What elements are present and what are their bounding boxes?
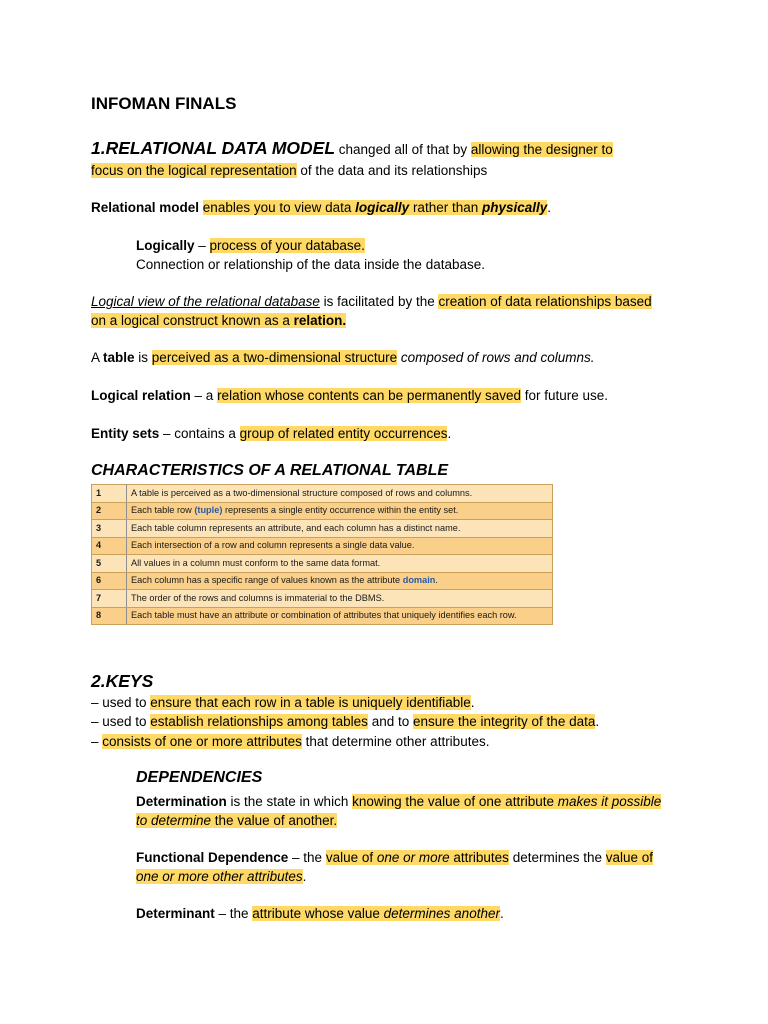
entity-sets-paragraph [91, 424, 451, 443]
highlight: relation whose contents can be permanently saved [217, 388, 521, 403]
keyword: domain [402, 575, 436, 586]
text: to determine [136, 813, 212, 828]
text: on a logical construct known as a [91, 313, 294, 328]
text: . [499, 906, 504, 921]
row-number: 4 [92, 537, 127, 555]
term: Determinant [136, 906, 215, 921]
relational-data-model-heading: 1.RELATIONAL DATA MODEL [91, 138, 336, 158]
text: attribute whose value [252, 906, 384, 921]
logical-view-paragraph [91, 292, 652, 311]
row-text [127, 502, 553, 520]
relational-data-model-paragraph [91, 139, 691, 159]
text: – [194, 238, 210, 253]
text: one or more other attributes [136, 869, 303, 884]
highlight [326, 850, 509, 865]
table-row [92, 555, 553, 573]
highlight: ensure that each row in a table is uniquely identifiable [150, 695, 471, 710]
keys-line2 [91, 712, 599, 731]
text: value of [325, 850, 377, 865]
row-text: All values in a column must conform to the same data format. [127, 555, 553, 573]
logically-line2: Connection or relationship of the data inside the database. [136, 257, 485, 272]
text: Each table row [131, 505, 195, 516]
term: Logical view of the relational database [91, 294, 320, 309]
text: rather than [409, 200, 482, 215]
text: – contains a [159, 426, 240, 441]
text: – [91, 734, 103, 749]
text: . [595, 714, 600, 729]
functional-dependence-line1 [136, 848, 653, 867]
term: Determination [136, 794, 227, 809]
text: determines the [508, 850, 606, 865]
term: Functional Dependence [136, 850, 289, 865]
highlight [352, 794, 661, 809]
row-text: The order of the rows and columns is immaterial to the DBMS. [127, 590, 553, 608]
relational-data-model-line2 [91, 161, 487, 180]
keys-line3 [91, 732, 489, 751]
highlight [136, 813, 337, 828]
table-row [92, 502, 553, 520]
keyword: (tuple) [194, 505, 223, 516]
text: . [435, 575, 438, 586]
row-number: 7 [92, 590, 127, 608]
row-number: 2 [92, 502, 127, 520]
highlight: consists of one or more attributes [102, 734, 302, 749]
text: of the data and its relationships [296, 163, 488, 178]
text: – the [214, 906, 253, 921]
highlight [91, 313, 346, 328]
table-row [92, 590, 553, 608]
table-row [92, 520, 553, 538]
term: Entity sets [91, 426, 160, 441]
text: knowing the value of one attribute [352, 794, 558, 809]
text: – used to [91, 714, 151, 729]
keys-heading: 2.KEYS [91, 671, 154, 691]
text: – used to [91, 695, 151, 710]
row-number: 1 [92, 485, 127, 503]
dependencies-heading: DEPENDENCIES [136, 769, 263, 786]
row-text [127, 572, 553, 590]
determination-line2 [136, 811, 337, 830]
logical-view-line2 [91, 311, 346, 330]
table-definition-paragraph [91, 348, 595, 367]
text: determines another [383, 906, 500, 921]
highlight: focus on the logical representation [91, 163, 297, 178]
highlight: perceived as a two-dimensional structure [151, 350, 398, 365]
text: – a [190, 388, 218, 403]
determinant-paragraph [136, 904, 504, 923]
term: Logical relation [91, 388, 191, 403]
highlight: establish relationships among tables [150, 714, 368, 729]
text: represents a single entity occurrence within the entity set. [222, 505, 459, 516]
highlight: allowing the designer to [470, 142, 613, 157]
text: Each column has a specific range of values known as the attribute [131, 575, 403, 586]
highlight [136, 869, 303, 884]
text: makes it possible [557, 794, 662, 809]
logically-paragraph [136, 236, 365, 255]
text: is the state in which [226, 794, 353, 809]
keys-line1 [91, 693, 475, 712]
text: . [470, 695, 475, 710]
highlight: value of [605, 850, 654, 865]
characteristics-table [91, 484, 553, 625]
document-title: INFOMAN FINALS [91, 94, 237, 113]
highlight: creation of data relationships based [438, 294, 652, 309]
term: table [103, 350, 135, 365]
text: . [447, 426, 452, 441]
row-number: 5 [92, 555, 127, 573]
row-number: 6 [92, 572, 127, 590]
text: . [547, 200, 552, 215]
row-text: Each intersection of a row and column represents a single data value. [127, 537, 553, 555]
text: enables you to view data [202, 200, 356, 215]
highlight [252, 906, 500, 921]
text: is [134, 350, 152, 365]
text: – the [288, 850, 326, 865]
term: Relational model [91, 200, 200, 215]
text: attributes [449, 850, 509, 865]
text: . [302, 869, 307, 884]
characteristics-heading: CHARACTERISTICS OF A RELATIONAL TABLE [91, 462, 449, 479]
row-text: Each table column represents an attribute, and each column has a distinct name. [127, 520, 553, 538]
row-number: 3 [92, 520, 127, 538]
term: physically [481, 200, 548, 215]
text: for future use. [521, 388, 609, 403]
row-number: 8 [92, 607, 127, 625]
term: Logically [136, 238, 195, 253]
text: one or more [376, 850, 450, 865]
row-text: Each table must have an attribute or combination of attributes that uniquely identifies each row. [127, 607, 553, 625]
text: composed of rows and columns. [397, 350, 595, 365]
table-row [92, 607, 553, 625]
highlight: ensure the integrity of the data [412, 714, 596, 729]
term: relation. [293, 313, 347, 328]
highlight: group of related entity occurrences [239, 426, 448, 441]
text: changed all of that by [335, 142, 471, 157]
logical-relation-paragraph [91, 386, 608, 405]
table-row [92, 537, 553, 555]
text: the value of another. [211, 813, 338, 828]
text: is facilitated by the [319, 294, 439, 309]
term: logically [355, 200, 410, 215]
highlight [203, 200, 547, 215]
row-text: A table is perceived as a two-dimensional structure composed of rows and columns. [127, 485, 553, 503]
text: and to [367, 714, 413, 729]
highlight: process of your database. [209, 238, 365, 253]
functional-dependence-line2 [136, 867, 306, 886]
relational-model-paragraph [91, 198, 551, 217]
table-row [92, 485, 553, 503]
text: that determine other attributes. [301, 734, 490, 749]
table-row [92, 572, 553, 590]
determination-line1 [136, 792, 661, 811]
text: A [91, 350, 104, 365]
